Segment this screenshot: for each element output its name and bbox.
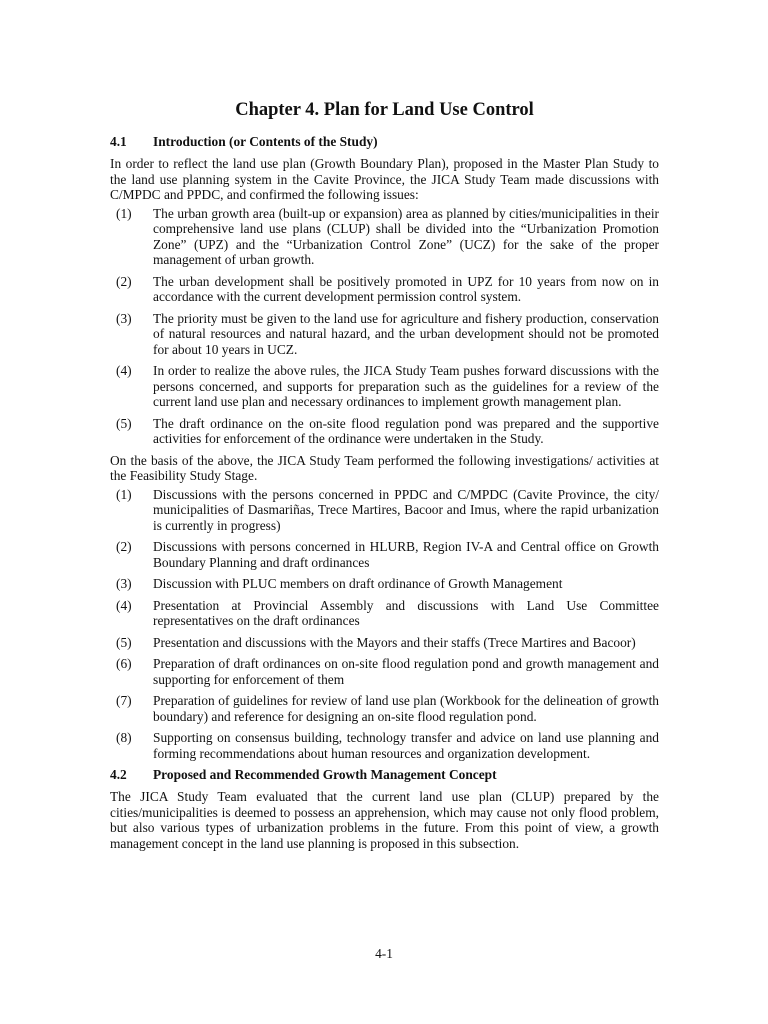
item-number: (4) xyxy=(116,597,132,613)
item-number: (8) xyxy=(116,730,132,745)
item-text: Discussions with the persons concerned in PPDC and C/MPDC (Cavite Province, the city/ municipalities of Dasmariñas, Trece Martires, Bacoor and Imus, where the rapid urbanization is currently in progress) xyxy=(153,486,659,533)
item-number: (3) xyxy=(116,310,132,326)
item-number: (1) xyxy=(116,205,132,221)
list-item xyxy=(110,635,659,651)
chapter-title: Chapter 4. Plan for Land Use Control xyxy=(235,100,534,120)
basis-paragraph: On the basis of the above, the JICA Study Team performed the following investigations/ activities at the Feasibility Study Stage. xyxy=(110,452,659,483)
list-item xyxy=(110,311,659,358)
list-item xyxy=(110,693,659,724)
item-number: (4) xyxy=(116,363,132,378)
section-heading-4-1 xyxy=(110,134,659,150)
item-text: The urban growth area (built-up or expansion) area as planned by cities/municipalities in their comprehensive land use plans (CLUP) shall be divided into the “Urbanization Promotion Zone” (UPZ) and the “Urbanization Control Zone” (UCZ) for the sake of the proper management of urban growth. xyxy=(153,205,659,267)
item-number: (2) xyxy=(116,273,132,289)
item-text: The priority must be given to the land use for agriculture and fishery production, conservation of natural resources and natural hazard, and the urban development should not be promoted for about 10 years in UCZ. xyxy=(153,310,659,357)
item-text: Presentation at Provincial Assembly and discussions with Land Use Committee representatives on the draft ordinances xyxy=(153,597,659,628)
item-number: (3) xyxy=(116,576,132,591)
list-item xyxy=(110,206,659,268)
section-number: 4.2 xyxy=(110,767,127,782)
item-number: (2) xyxy=(116,539,132,554)
item-text: Supporting on consensus building, technology transfer and advice on land use planning and forming recommendations about human resources and organization development. xyxy=(153,730,659,761)
list-item xyxy=(110,416,659,447)
item-text: Discussions with persons concerned in HLURB, Region IV-A and Central office on Growth Boundary Planning and draft ordinances xyxy=(153,539,659,570)
section-number: 4.1 xyxy=(110,134,127,149)
item-number: (6) xyxy=(116,656,132,671)
item-text: The urban development shall be positively promoted in UPZ for 10 years from now on in accordance with the current development permission control system. xyxy=(153,273,659,304)
list-item xyxy=(110,363,659,410)
list-item xyxy=(110,539,659,570)
list-item xyxy=(110,576,659,592)
list-item xyxy=(110,274,659,305)
item-text: The draft ordinance on the on-site flood regulation pond was prepared and the supportive activities for enforcement of the ordinance were undertaken in the Study. xyxy=(153,415,659,446)
section-heading-4-2 xyxy=(110,767,659,783)
activities-list xyxy=(110,487,659,762)
page-content xyxy=(110,98,659,854)
list-item xyxy=(110,598,659,629)
list-item xyxy=(110,487,659,534)
section-2-paragraph: The JICA Study Team evaluated that the current land use plan (CLUP) prepared by the cities/municipalities is deemed to possess an apprehension, which may cause not only flood problem, but also various types of urbanization problems in the future. From this point of view, a growth management concept in the land use planning is proposed in this subsection. xyxy=(110,789,659,851)
item-text: Preparation of guidelines for review of land use plan (Workbook for the delineation of growth boundary) and reference for designing an on-site flood regulation pond. xyxy=(153,693,659,724)
item-number: (5) xyxy=(116,634,132,650)
item-text: Presentation and discussions with the Mayors and their staffs (Trece Martires and Bacoor) xyxy=(153,634,636,650)
page-number: 4-1 xyxy=(375,946,393,961)
section-title: Introduction (or Contents of the Study) xyxy=(153,134,378,149)
issues-list xyxy=(110,206,659,447)
section-title: Proposed and Recommended Growth Management Concept xyxy=(153,767,497,782)
item-number: (7) xyxy=(116,693,132,708)
item-text: Preparation of draft ordinances on on-site flood regulation pond and growth management and supporting for enforcement of them xyxy=(153,656,659,687)
list-item xyxy=(110,656,659,687)
list-item xyxy=(110,730,659,761)
item-number: (5) xyxy=(116,415,132,431)
item-text: Discussion with PLUC members on draft ordinance of Growth Management xyxy=(153,576,563,591)
item-text: In order to realize the above rules, the JICA Study Team pushes forward discussions with the persons concerned, and supports for preparation such as the guidelines for a review of the current land use plan and necessary ordinances to implement growth management plan. xyxy=(153,363,659,409)
intro-paragraph: In order to reflect the land use plan (Growth Boundary Plan), proposed in the Master Plan Study to the land use planning system in the Cavite Province, the JICA Study Team made discussions with C/MPDC and PPDC, and confirmed the following issues: xyxy=(110,156,659,202)
item-number: (1) xyxy=(116,486,132,502)
